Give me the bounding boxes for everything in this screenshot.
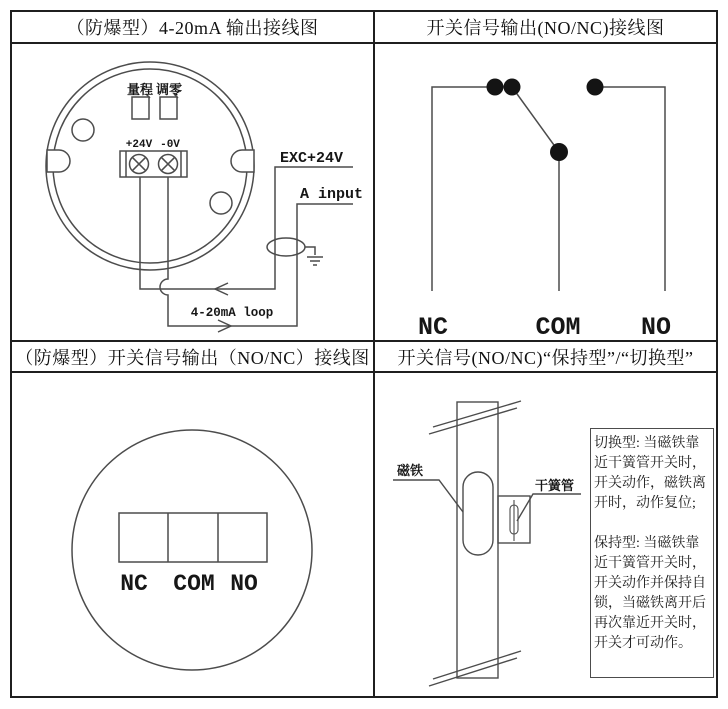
right-notch xyxy=(231,150,254,172)
device-rear-inner-ring xyxy=(53,69,247,263)
com-contact-dot xyxy=(550,143,568,161)
terminal-strip xyxy=(119,513,267,562)
tube-break-lines-top xyxy=(429,401,521,434)
no-label: NO xyxy=(230,571,258,597)
mounting-hole-top-left xyxy=(72,119,94,141)
toggle-type-note: 切换型: 当磁铁靠近干簧管开关时，开关动作，磁铁离开时，动作复位; xyxy=(594,436,706,512)
mounting-hole-bottom-right xyxy=(210,192,232,214)
terminal-negative-label: -0V xyxy=(160,139,180,151)
no-wire xyxy=(595,87,665,291)
diagram-switch-contacts xyxy=(375,44,716,342)
ferrite-ring xyxy=(267,238,305,256)
tube-break-lines-bottom xyxy=(429,651,521,686)
screw-cross-negative xyxy=(161,157,174,170)
a-input-label: A input xyxy=(300,186,364,203)
range-pot-label: 量程 xyxy=(126,82,154,97)
no-label: NO xyxy=(640,313,672,342)
range-potentiometer xyxy=(132,97,149,119)
screw-cross-positive xyxy=(132,157,145,170)
diagram-420ma-wiring xyxy=(12,44,373,342)
title-explosionproof-switch: （防爆型）开关信号输出（NO/NC）接线图 xyxy=(12,342,375,373)
nc-wire xyxy=(432,87,495,291)
zero-pot-label: 调零 xyxy=(155,82,183,97)
title-latch-toggle: 开关信号(NO/NC)“保持型”/“切换型” xyxy=(375,342,716,373)
latch-type-note: 保持型: 当磁铁靠近干簧管开关时，开关动作并保持自锁，当磁铁离开后再次靠近开关时，开关才可动作。 xyxy=(594,536,706,652)
panel-explosionproof-420ma xyxy=(12,44,375,342)
behavior-note-box xyxy=(590,428,714,678)
left-notch xyxy=(47,150,70,172)
nc-contact-dot-2 xyxy=(504,79,521,96)
title-explosionproof-420ma: （防爆型）4-20mA 输出接线图 xyxy=(12,12,375,44)
420ma-loop-label: 4-20mA loop xyxy=(190,306,274,320)
nc-label: NC xyxy=(120,571,148,597)
com-label: COM xyxy=(535,313,581,342)
reed-leader-line xyxy=(517,494,581,521)
diagram-switch-terminal-block xyxy=(12,373,373,696)
nc-label: NC xyxy=(417,313,449,342)
panel-explosionproof-switch xyxy=(12,373,375,696)
terminal-block-end-caps xyxy=(126,151,181,177)
magnet-float xyxy=(463,472,493,555)
no-contact-dot xyxy=(587,79,604,96)
zero-potentiometer xyxy=(160,97,177,119)
device-rear-circle xyxy=(72,430,312,670)
exc-24v-label: EXC+24V xyxy=(280,150,344,167)
terminal-positive-label: +24V xyxy=(125,139,153,151)
reed-label: 干簧管 xyxy=(535,478,575,493)
ground-icon xyxy=(305,247,323,265)
diagram-grid xyxy=(10,10,718,698)
nc-contact-dot-1 xyxy=(487,79,504,96)
panel-switch-output xyxy=(375,44,716,342)
title-switch-output: 开关信号输出(NO/NC)接线图 xyxy=(375,12,716,44)
terminal-strip-dividers xyxy=(168,513,218,562)
switch-arm xyxy=(512,87,559,152)
com-label: COM xyxy=(173,571,215,597)
magnet-leader-line xyxy=(393,480,463,512)
magnet-label: 磁铁 xyxy=(397,463,424,478)
panel-latch-toggle xyxy=(375,373,716,696)
